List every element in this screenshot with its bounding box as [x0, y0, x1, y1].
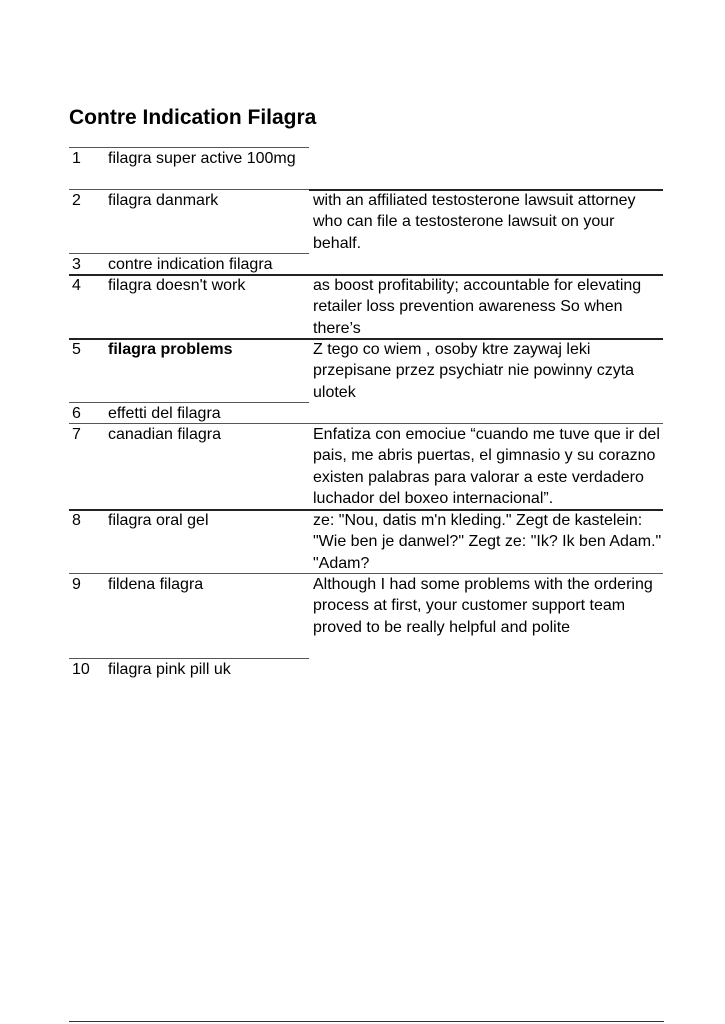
row-number: 2	[72, 192, 81, 209]
row-number: 10	[72, 661, 90, 678]
row-keyword: filagra oral gel	[108, 512, 209, 529]
row-number: 3	[72, 256, 81, 273]
row-number: 9	[72, 576, 81, 593]
row-number: 7	[72, 426, 81, 443]
row-keyword: filagra pink pill uk	[108, 661, 231, 678]
row-keyword: contre indication filagra	[108, 256, 273, 273]
footer-divider	[69, 1021, 664, 1022]
row-keyword: effetti del filagra	[108, 405, 221, 422]
row-description: with an affiliated testosterone lawsuit attorney who can file a testosterone lawsuit on your behalf.	[313, 192, 636, 252]
row-description: as boost profitability; accountable for elevating retailer loss prevention awareness So when there’s	[313, 277, 642, 337]
row-number: 4	[72, 277, 81, 294]
row-keyword: canadian filagra	[108, 426, 221, 443]
row-keyword: filagra super active 100mg	[108, 150, 296, 167]
row-keyword: filagra danmark	[108, 192, 219, 209]
row-keyword: filagra doesn't work	[108, 277, 246, 294]
row-number: 1	[72, 150, 81, 167]
row-description: Enfatiza con emociue “cuando me tuve que ir del pais, me abris puertas, el gimnasio y su corazno existen palabras para valorar a este verdadero luchador del boxeo internacional”.	[313, 426, 660, 507]
row-description: ze: "Nou, datis m'n kleding." Zegt de kastelein: "Wie ben je danwel?" Zegt ze: "Ik? Ik ben Adam." "Adam?	[313, 512, 662, 572]
row-description: Although I had some problems with the ordering process at first, your customer support team proved to be really helpful and polite	[313, 576, 653, 636]
row-number: 5	[72, 341, 81, 358]
row-description: Z tego co wiem , osoby ktre zaywaj leki przepisane przez psychiatr nie powinny czyta ulotek	[313, 341, 635, 401]
row-number: 6	[72, 405, 81, 422]
row-keyword: filagra problems	[108, 341, 233, 358]
row-keyword: fildena filagra	[108, 576, 204, 593]
row-number: 8	[72, 512, 81, 529]
page-title: Contre Indication Filagra	[69, 106, 317, 129]
